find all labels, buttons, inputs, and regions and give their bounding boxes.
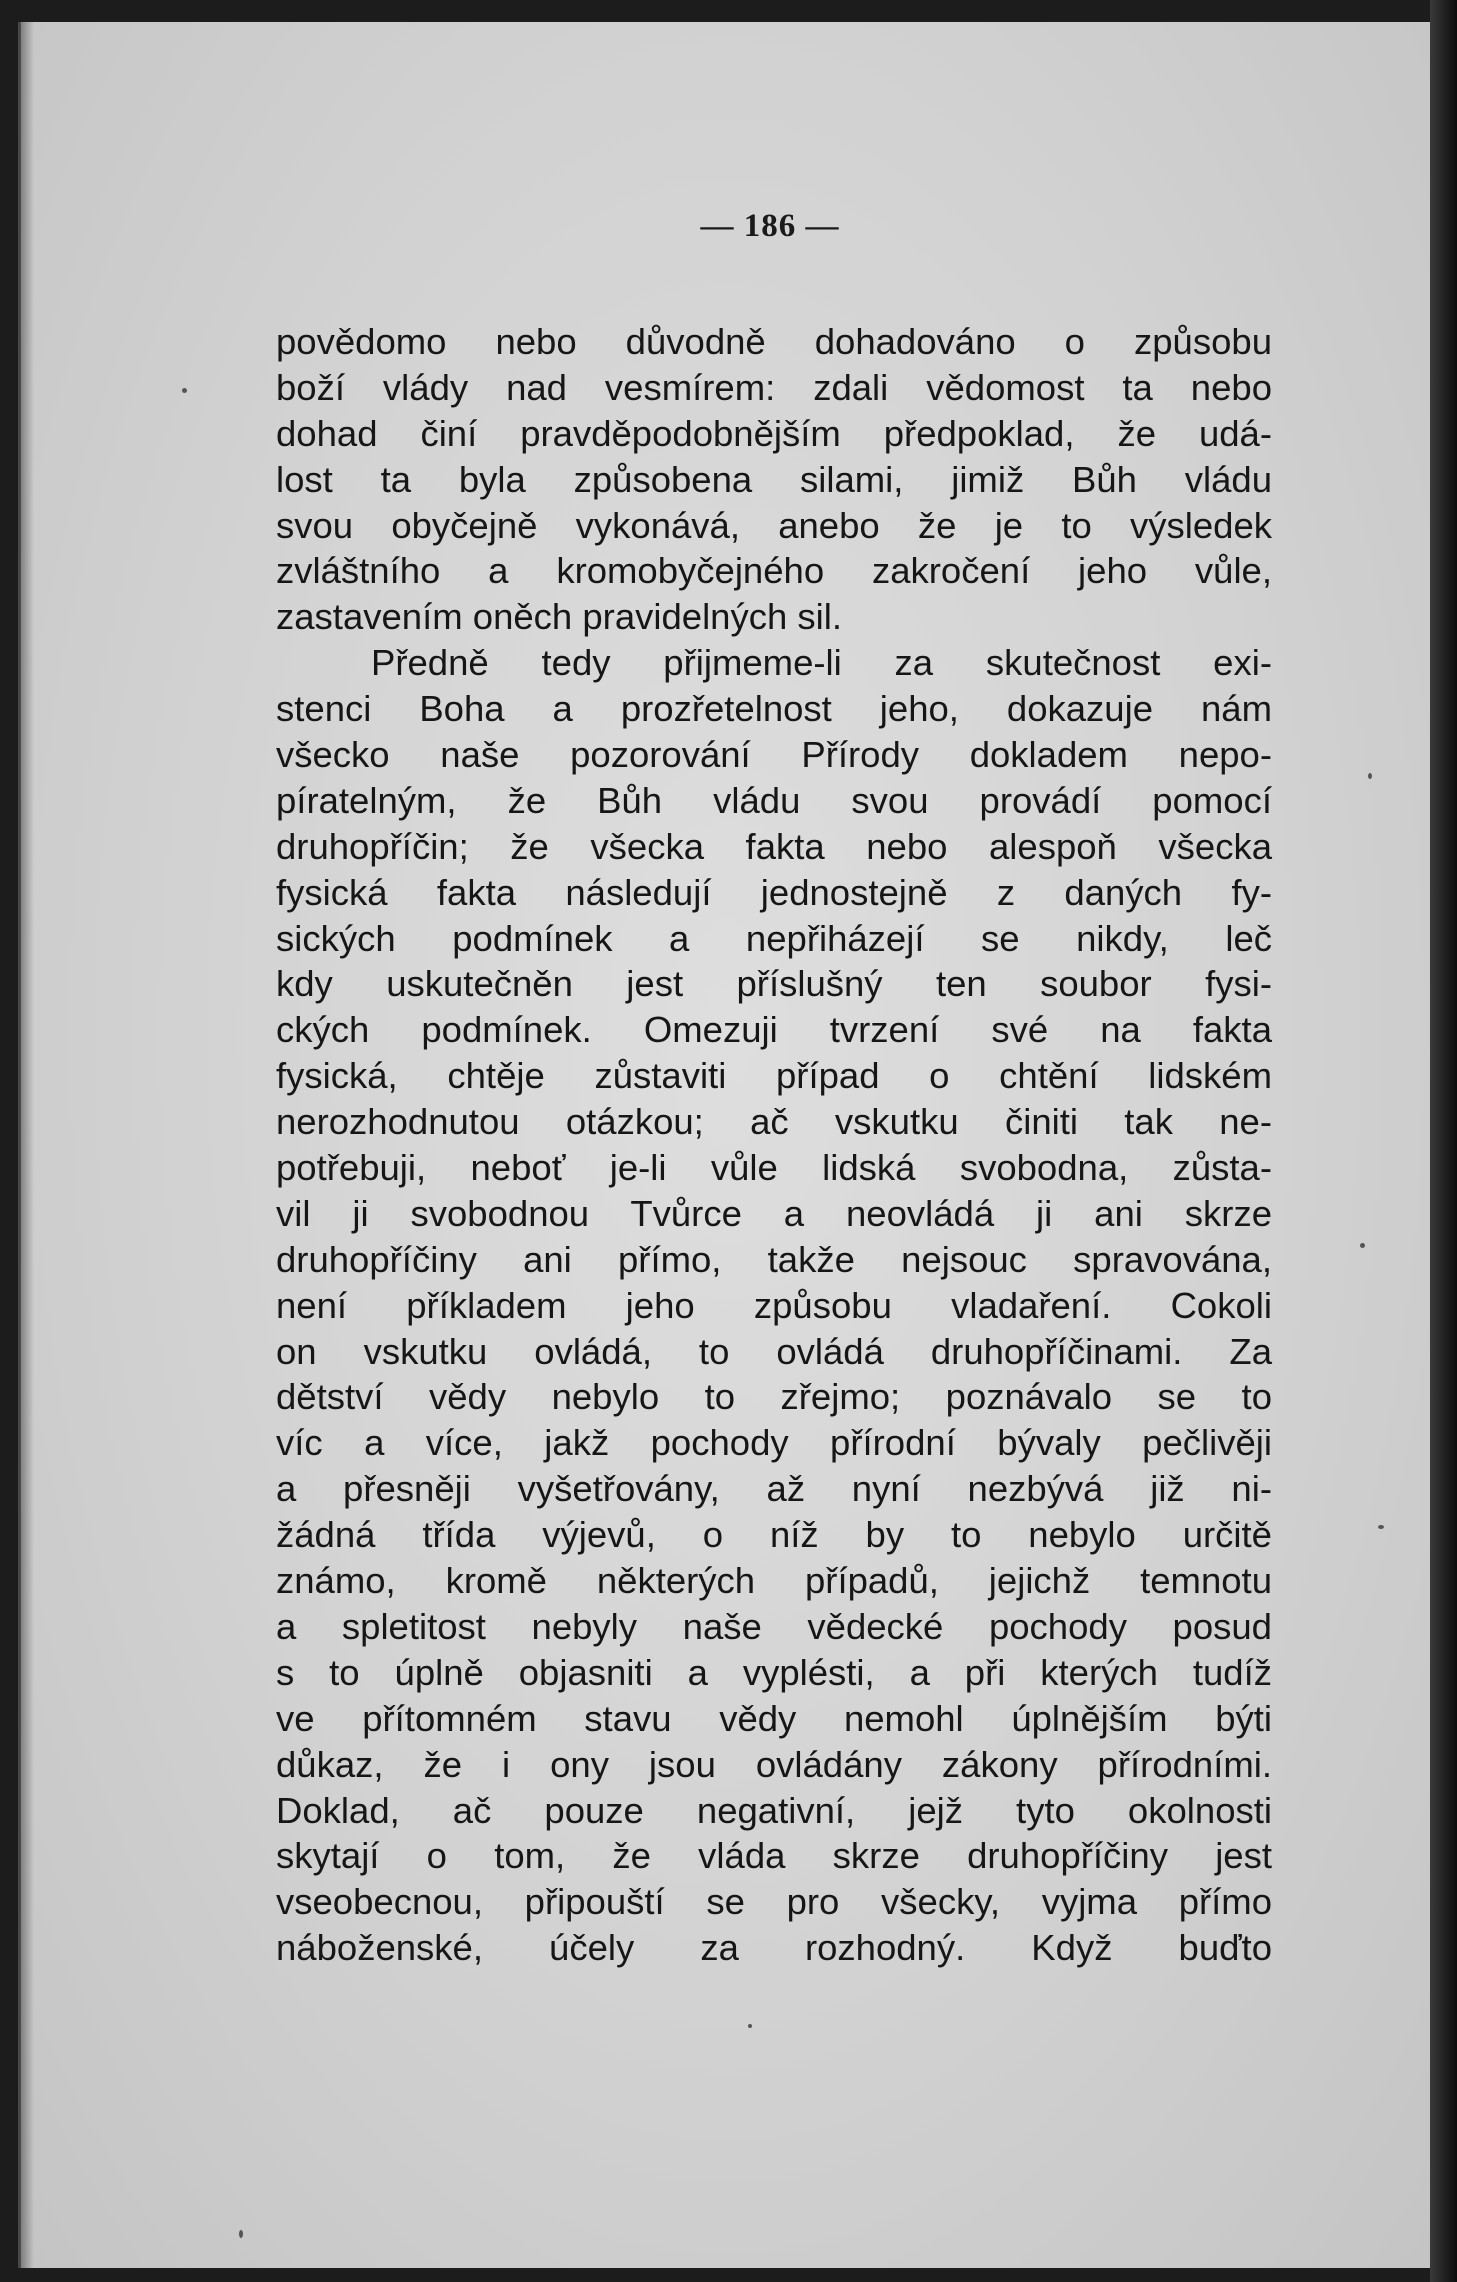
text-line: náboženské, účely za rozhodný. Když buďto [276, 1927, 1272, 1969]
text-line: všecko naše pozorování Přírody dokladem nepo- [276, 734, 1272, 776]
text-line: sických podmínek a nepřiházejí se nikdy, leč [276, 917, 1272, 959]
text-line: s to úplně objasniti a vyplésti, a při kterých tudíž [276, 1651, 1272, 1693]
text-line: boží vlády nad vesmírem: zdali vědomost ta nebo [276, 366, 1272, 408]
text-line: žádná třída výjevů, o níž by to nebylo určitě [276, 1514, 1272, 1556]
text-line: není příkladem jeho způsobu vladaření. Cokoli [276, 1284, 1272, 1326]
text-line: kdy uskutečněn jest příslušný ten soubor fysi- [276, 963, 1272, 1005]
text-line: svou obyčejně vykonává, anebo že je to výsledek [276, 504, 1272, 546]
text-line: druhopříčiny ani přímo, takže nejsouc spravována, [276, 1238, 1272, 1280]
text-line: potřebuji, neboť je-li vůle lidská svobodna, zůsta- [276, 1147, 1272, 1189]
text-line: lost ta byla způsobena silami, jimiž Bůh vládu [276, 458, 1272, 500]
text-line: vil ji svobodnou Tvůrce a neovládá ji ani skrze [276, 1192, 1272, 1234]
text-line: známo, kromě některých případů, jejichž temnotu [276, 1560, 1272, 1602]
body-text [276, 319, 1272, 1971]
text-line: povědomo nebo důvodně dohadováno o způsobu [276, 321, 1272, 362]
text-line: zvláštního a kromobyčejného zakročení jeho vůle, [276, 550, 1272, 592]
text-line: stenci Boha a prozřetelnost jeho, dokazuje nám [276, 688, 1272, 730]
paper-speck [1378, 1525, 1384, 1529]
text-line: skytají o tom, že vláda skrze druhopříčiny jest [276, 1835, 1272, 1877]
page-number: — 186 — [700, 208, 840, 244]
text-line: píratelným, že Bůh vládu svou provádí pomocí [276, 779, 1272, 821]
text-line: nerozhodnutou otázkou; ač vskutku činiti tak ne- [276, 1101, 1272, 1143]
text-line: on vskutku ovládá, to ovládá druhopříčinami. Za [276, 1330, 1272, 1372]
text-line: ckých podmínek. Omezuji tvrzení své na fakta [276, 1009, 1272, 1051]
paper-speck [239, 2230, 243, 2238]
text-line: a spletitost nebyly naše vědecké pochody posud [276, 1605, 1272, 1647]
paper-speck [748, 2024, 752, 2028]
text-line: dohad činí pravděpodobnějším předpoklad, že udá- [276, 412, 1272, 454]
text-line: důkaz, že i ony jsou ovládány zákony přírodními. [276, 1743, 1272, 1785]
paragraph-first-line: Předně tedy přijmeme-li za skutečnost exi- [371, 642, 1272, 684]
text-line: Doklad, ač pouze negativní, jejž tyto okolnosti [276, 1789, 1272, 1831]
paper-speck [1368, 773, 1372, 779]
text-line: dětství vědy nebylo to zřejmo; poznávalo se to [276, 1376, 1272, 1418]
text-line: druhopříčin; že všecka fakta nebo alespoň všecka [276, 825, 1272, 867]
text-line: ve přítomném stavu vědy nemohl úplnějším býti [276, 1697, 1272, 1739]
paper-speck [182, 388, 187, 393]
text-line: vseobecnou, připouští se pro všecky, vyjma přímo [276, 1881, 1272, 1923]
text-line: a přesněji vyšetřovány, až nyní nezbývá již ni- [276, 1468, 1272, 1510]
text-line: fysická fakta následují jednostejně z daných fy- [276, 871, 1272, 913]
paper-speck [1360, 1243, 1365, 1248]
text-line: fysická, chtěje zůstaviti případ o chtění lidském [276, 1055, 1272, 1097]
spine-shadow [18, 22, 34, 2268]
text-line: zastavením oněch pravidelných sil. [276, 596, 843, 638]
text-line: víc a více, jakž pochody přírodní bývaly pečlivěji [276, 1422, 1272, 1464]
page-edge [1430, 0, 1457, 2282]
